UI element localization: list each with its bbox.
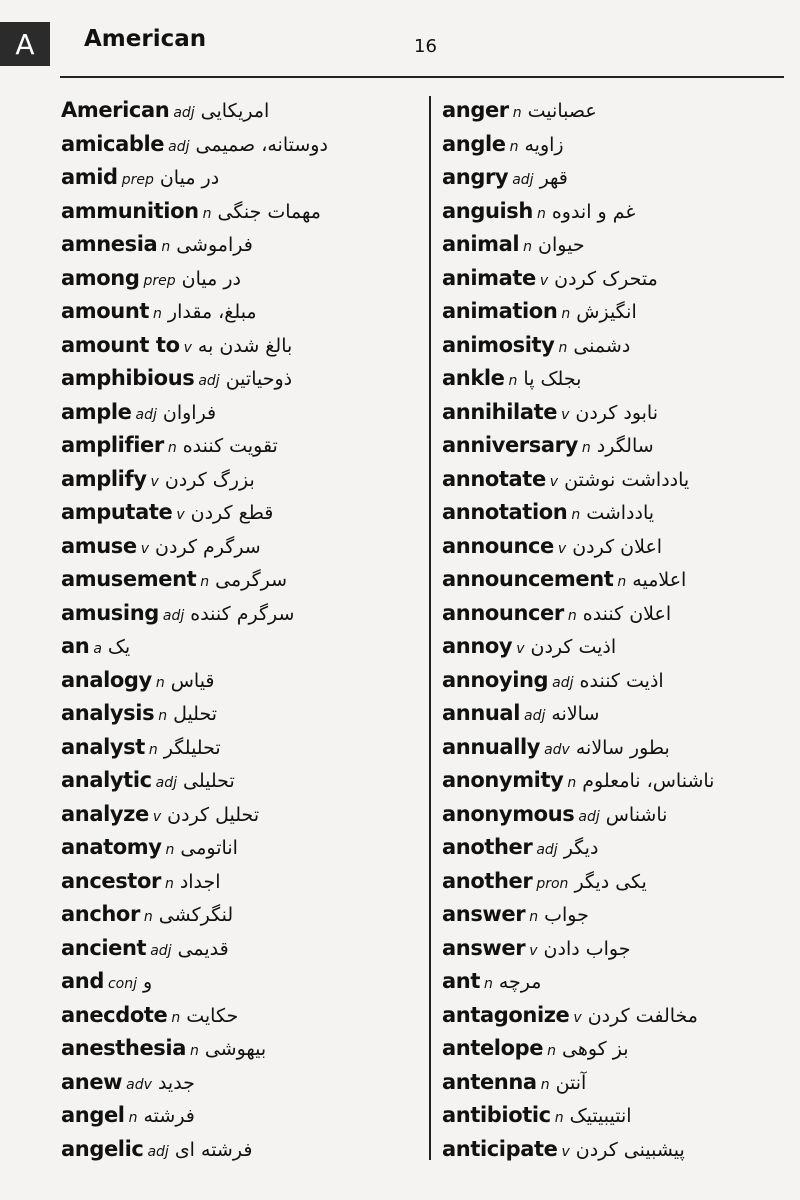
part-of-speech: adv [126,1076,152,1093]
part-of-speech: prep [143,272,176,289]
dictionary-entry [61,161,423,195]
headword: amid [61,165,118,189]
dictionary-entry [61,798,423,832]
dictionary-entry [61,329,423,363]
part-of-speech: adj [162,607,185,624]
part-of-speech: n [161,239,171,255]
headword: American [61,98,170,122]
dictionary-entry [442,1133,792,1167]
dictionary-entry [61,396,423,430]
translation: فراوان [162,401,217,424]
headword: analogy [61,667,152,692]
dictionary-entry [61,1099,423,1133]
translation: جواب [544,904,589,926]
dictionary-entry [61,1032,423,1066]
dictionary-entry [61,865,423,899]
part-of-speech: n [509,138,519,155]
translation: مهمات جنگی [217,200,321,223]
headword: animation [442,299,558,323]
headword: antenna [442,1069,537,1094]
section-letter-tab [0,22,50,66]
headword: animate [442,265,536,290]
dictionary-entry [61,999,423,1033]
translation: دیگر [563,837,599,859]
headword: annotation [442,500,568,524]
part-of-speech: n [171,1009,181,1026]
dictionary-entry [442,697,792,731]
dictionary-entry [442,496,792,530]
dictionary-entry [61,563,423,597]
part-of-speech: v [539,272,549,289]
part-of-speech: v [561,406,570,423]
headword: amusement [61,567,197,591]
dictionary-entry [442,161,792,195]
part-of-speech: n [547,1043,556,1059]
translation: اجداد [179,870,221,893]
translation: یادداشت [586,502,655,524]
translation: مخالفت کردن [587,1004,698,1027]
headword: anniversary [442,433,578,457]
headword: amnesia [61,232,158,256]
translation: سالگرد [596,435,654,457]
part-of-speech: n [561,306,571,322]
translation: در میان [181,267,241,290]
part-of-speech: n [567,607,577,624]
dictionary-entry [61,764,423,798]
headword: and [61,969,104,993]
part-of-speech: n [148,741,158,758]
dictionary-entry [442,295,792,329]
part-of-speech: n [536,205,546,222]
part-of-speech: n [512,105,522,121]
part-of-speech: n [558,339,568,356]
section-letter: A [15,27,35,61]
translation: سرگرم کننده [190,602,295,625]
part-of-speech: v [140,540,150,557]
headword: amicable [61,131,165,156]
translation: فراموشی [176,234,253,256]
header-rule [60,76,784,78]
translation: نابود کردن [575,401,658,424]
translation: تقویت کننده [182,435,278,457]
headword: antagonize [442,1002,570,1027]
running-head: American [84,26,207,52]
translation: انگیزش [576,301,637,323]
translation: سرگرمی [215,569,288,591]
headword: amplify [61,466,147,491]
headword: angry [442,165,509,189]
translation: دوستانه، صمیمی [195,133,328,156]
translation: مبلغ، مقدار [167,301,257,323]
part-of-speech: n [483,976,493,992]
part-of-speech: v [529,942,538,959]
translation: عصبانیت [527,100,597,122]
dictionary-entry [442,965,792,999]
headword: anticipate [442,1136,558,1161]
translation: مرچه [498,971,542,993]
translation: جواب دادن [543,937,631,960]
dictionary-entry [442,999,792,1033]
translation: قهر [539,167,568,189]
dictionary-entry [442,831,792,865]
translation: و [143,971,153,993]
dictionary-entry [442,597,792,631]
translation: بیهوشی [204,1038,267,1060]
dictionary-entry [61,195,423,229]
part-of-speech: n [508,373,518,389]
part-of-speech: n [202,205,212,222]
headword: angle [442,131,506,156]
headword: answer [442,935,526,960]
part-of-speech: v [183,339,192,356]
headword: annotate [442,466,546,491]
part-of-speech: adj [147,1143,169,1160]
translation: بزرگ کردن [164,468,255,491]
part-of-speech: adj [168,138,190,155]
part-of-speech: n [571,507,581,523]
part-of-speech: adj [198,373,220,389]
translation: دشمنی [573,334,631,357]
headword: animal [442,232,520,256]
translation: پیشبینی کردن [575,1138,685,1161]
translation: بجلک پا [523,368,582,390]
dictionary-entry [442,128,792,162]
headword: ant [442,969,480,993]
part-of-speech: adj [536,842,558,858]
headword: amputate [61,500,173,524]
headword: annoying [442,667,549,692]
headword: anew [61,1069,123,1094]
part-of-speech: n [554,1110,564,1126]
dictionary-entry [442,731,792,765]
headword: amplifier [61,433,164,457]
translation: بز کوهی [561,1038,629,1060]
headword: anger [442,98,509,122]
part-of-speech: n [529,909,539,925]
dictionary-entry [61,362,423,396]
translation: اناتومی [180,837,238,859]
part-of-speech: n [617,574,627,590]
part-of-speech: adj [524,708,546,724]
translation: آنتن [555,1071,587,1094]
dictionary-entry [61,731,423,765]
translation: جدید [157,1071,195,1094]
dictionary-entry [442,94,792,128]
translation: قطع کردن [190,502,274,524]
translation: تحلیل [173,703,218,725]
translation: فرشته ای [174,1138,253,1161]
headword: animosity [442,332,555,357]
headword: anonymity [442,768,564,792]
headword: anatomy [61,835,162,859]
part-of-speech: v [152,808,162,825]
headword: angelic [61,1136,144,1161]
headword: amuse [61,533,137,558]
headword: annually [442,734,541,759]
translation: حیوان [538,234,585,256]
part-of-speech: prep [121,172,154,188]
headword: annihilate [442,399,558,424]
headword: angel [61,1103,125,1127]
headword: antibiotic [442,1103,551,1127]
part-of-speech: adj [552,674,574,691]
dictionary-entry [442,530,792,564]
headword: annoy [442,634,513,658]
part-of-speech: v [557,540,567,557]
translation: لنگرکشی [158,904,234,926]
right-column [442,94,792,1166]
translation: ناشناس، نامعلوم [582,770,715,792]
headword: analysis [61,701,155,725]
headword: another [442,835,533,859]
dictionary-entry [442,764,792,798]
dictionary-entry [442,329,792,363]
translation: یادداشت نوشتن [564,468,690,491]
dictionary-entry [442,932,792,966]
translation: حکایت [186,1004,239,1027]
headword: another [442,868,533,893]
part-of-speech: n [189,1043,199,1059]
dictionary-entry [442,865,792,899]
headword: ample [61,399,132,424]
dictionary-entry [61,295,423,329]
translation: اعلان کننده [582,602,672,625]
dictionary-entry [442,1099,792,1133]
translation: تحلیلی [183,770,235,792]
dictionary-entry [61,664,423,698]
part-of-speech: n [165,842,175,858]
part-of-speech: n [540,1076,550,1093]
dictionary-entry [442,195,792,229]
headword: announcer [442,600,564,625]
translation: تحلیلگر [163,736,221,759]
part-of-speech: v [561,1143,570,1160]
headword: announce [442,533,554,558]
translation: اعلامیه [632,569,687,591]
translation: سالانه [551,703,600,725]
part-of-speech: adj [173,105,195,121]
headword: amphibious [61,366,195,390]
headword: an [61,634,90,658]
translation: بطور سالانه [575,736,670,759]
page-number: 16 [414,36,437,57]
translation: در میان [159,167,220,189]
part-of-speech: conj [107,976,137,992]
part-of-speech: adj [512,172,534,188]
headword: ancient [61,935,147,960]
dictionary-entry [61,496,423,530]
headword: amount [61,299,150,323]
part-of-speech: n [164,875,174,892]
translation: زاویه [524,133,564,156]
headword: amusing [61,600,159,625]
part-of-speech: n [143,909,153,925]
dictionary-entry [442,664,792,698]
part-of-speech: n [155,674,165,691]
translation: اعلان کردن [572,535,663,558]
translation: اذیت کردن [530,636,617,658]
dictionary-entry [61,228,423,262]
headword: anecdote [61,1002,168,1027]
dictionary-entry [61,262,423,296]
translation: بالغ شدن به [197,334,293,357]
headword: answer [442,902,526,926]
headword: annual [442,701,520,725]
part-of-speech: adj [135,406,157,423]
translation: فرشته [143,1105,195,1127]
dictionary-entry [61,94,423,128]
dictionary-entry [442,396,792,430]
dictionary-entry [61,429,423,463]
headword: ammunition [61,198,199,223]
dictionary-entry [61,898,423,932]
dictionary-entry [442,630,792,664]
headword: analytic [61,768,152,792]
dictionary-entry [442,228,792,262]
dictionary-entry [442,1032,792,1066]
translation: ذوحیاتین [225,368,293,390]
part-of-speech: adj [150,942,172,959]
part-of-speech: v [150,473,159,490]
dictionary-entry [442,798,792,832]
part-of-speech: n [153,306,162,322]
part-of-speech: adj [578,808,600,825]
part-of-speech: n [128,1110,138,1126]
part-of-speech: pron [536,875,569,892]
translation: غم و اندوه [551,200,636,223]
headword: analyst [61,734,145,759]
part-of-speech: v [573,1009,582,1026]
part-of-speech: v [516,641,525,657]
part-of-speech: adj [155,775,178,791]
headword: analyze [61,801,149,826]
column-divider [429,96,431,1160]
dictionary-entry [61,965,423,999]
part-of-speech: n [581,440,591,456]
dictionary-entry [442,1066,792,1100]
translation: قیاس [170,669,215,692]
translation: متحرک کردن [554,267,658,290]
dictionary-entry [61,463,423,497]
dictionary-entry [442,898,792,932]
headword: anonymous [442,801,575,826]
headword: among [61,265,140,290]
part-of-speech: v [176,507,185,523]
translation: قدیمی [177,937,229,960]
left-column [61,94,423,1166]
dictionary-entry [61,932,423,966]
part-of-speech: v [549,473,559,490]
dictionary-entry [61,1066,423,1100]
headword: anesthesia [61,1036,186,1060]
part-of-speech: n [200,574,210,590]
headword: antelope [442,1036,544,1060]
dictionary-entry [61,530,423,564]
dictionary-entry [442,563,792,597]
headword: ancestor [61,868,161,893]
dictionary-entry [61,630,423,664]
dictionary-entry [61,597,423,631]
translation: ناشناس [605,803,668,826]
part-of-speech: n [523,239,533,255]
translation: امریکایی [200,100,270,122]
translation: انتیبیتیک [569,1105,632,1127]
part-of-speech: n [167,440,177,456]
dictionary-entry [61,697,423,731]
dictionary-entry [442,463,792,497]
headword: ankle [442,366,505,390]
translation: یک [107,636,131,658]
headword: amount to [61,332,180,357]
part-of-speech: n [158,708,168,724]
dictionary-entry [61,1133,423,1167]
translation: اذیت کننده [579,669,664,692]
part-of-speech: adv [544,741,570,758]
dictionary-entry [61,128,423,162]
headword: announcement [442,567,614,591]
translation: تحلیل کردن [167,803,260,826]
headword: anguish [442,198,533,223]
dictionary-entry [61,831,423,865]
translation: یکی دیگر [574,870,647,893]
dictionary-entry [442,429,792,463]
dictionary-entry [442,262,792,296]
part-of-speech: n [567,775,577,791]
part-of-speech: a [93,641,102,657]
dictionary-entry [442,362,792,396]
translation: سرگرم کردن [155,535,261,558]
headword: anchor [61,902,140,926]
